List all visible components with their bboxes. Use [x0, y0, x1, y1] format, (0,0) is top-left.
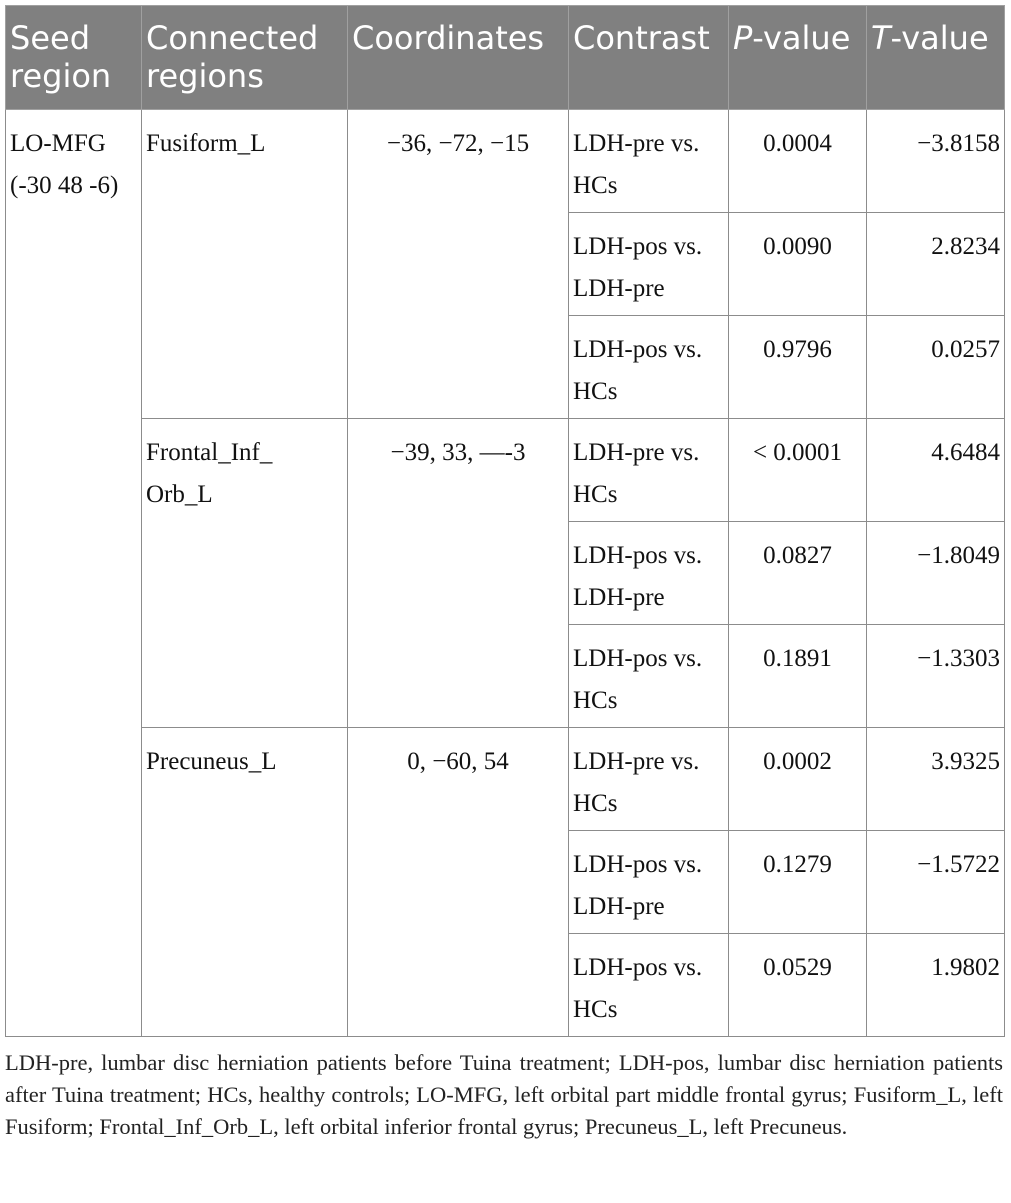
p-value-cell: 0.0002	[729, 728, 867, 831]
header-t-suffix: -value	[890, 19, 989, 57]
connected-region-cell: Frontal_Inf_ Orb_L	[142, 419, 348, 728]
p-value-cell: 0.1279	[729, 831, 867, 934]
p-value-cell: 0.9796	[729, 316, 867, 419]
contrast-cell: LDH-pos vs. LDH-pre	[569, 522, 729, 625]
p-value-cell: 0.0827	[729, 522, 867, 625]
t-value-cell: −1.8049	[867, 522, 1005, 625]
header-contrast: Contrast	[569, 6, 729, 110]
results-table	[5, 5, 1005, 1037]
contrast-cell: LDH-pos vs. LDH-pre	[569, 831, 729, 934]
contrast-cell: LDH-pre vs. HCs	[569, 419, 729, 522]
connected-region-cell: Fusiform_L	[142, 110, 348, 419]
header-t-italic: T	[871, 19, 891, 57]
contrast-cell: LDH-pre vs. HCs	[569, 728, 729, 831]
seed-region-cell	[6, 110, 142, 1037]
t-value-cell: 1.9802	[867, 934, 1005, 1037]
header-t-value	[867, 6, 1005, 110]
contrast-cell: LDH-pos vs. HCs	[569, 625, 729, 728]
coordinates-cell: −36, −72, −15	[348, 110, 569, 419]
t-value-cell: 4.6484	[867, 419, 1005, 522]
p-value-cell: 0.0090	[729, 213, 867, 316]
table-row	[6, 728, 1005, 831]
header-p-value	[729, 6, 867, 110]
table-footnote: LDH-pre, lumbar disc herniation patients before Tuina treatment; LDH-pos, lumbar disc herniation patients after Tuina treatment; HCs, healthy controls; LO-MFG, left orbital part middle frontal gyrus; Fusiform_L, left Fusiform; Frontal_Inf_Orb_L, left orbital inferior frontal gyrus; Precuneus_L, left Precuneus.	[5, 1050, 1003, 1139]
seed-region-coords: (-30 48 -6)	[10, 172, 119, 199]
p-value-cell: 0.0529	[729, 934, 867, 1037]
header-row	[6, 6, 1005, 110]
contrast-cell: LDH-pos vs. HCs	[569, 934, 729, 1037]
t-value-cell: −1.5722	[867, 831, 1005, 934]
t-value-cell: −1.3303	[867, 625, 1005, 728]
header-coordinates: Coordinates	[348, 6, 569, 110]
p-value-cell: 0.1891	[729, 625, 867, 728]
header-p-italic: P	[733, 19, 753, 57]
p-value-cell: 0.0004	[729, 110, 867, 213]
contrast-cell: LDH-pre vs. HCs	[569, 110, 729, 213]
table-row	[6, 110, 1005, 213]
t-value-cell: 3.9325	[867, 728, 1005, 831]
contrast-cell: LDH-pos vs. HCs	[569, 316, 729, 419]
t-value-cell: 0.0257	[867, 316, 1005, 419]
seed-region-name: LO-MFG	[10, 130, 106, 157]
coordinates-cell: 0, −60, 54	[348, 728, 569, 1037]
header-p-suffix: -value	[752, 19, 851, 57]
table-row	[6, 419, 1005, 522]
header-seed-region: Seed region	[6, 6, 142, 110]
p-value-cell: < 0.0001	[729, 419, 867, 522]
header-connected-regions: Connected regions	[142, 6, 348, 110]
contrast-cell: LDH-pos vs. LDH-pre	[569, 213, 729, 316]
t-value-cell: 2.8234	[867, 213, 1005, 316]
coordinates-cell: −39, 33, —-3	[348, 419, 569, 728]
connected-region-cell: Precuneus_L	[142, 728, 348, 1037]
t-value-cell: −3.8158	[867, 110, 1005, 213]
